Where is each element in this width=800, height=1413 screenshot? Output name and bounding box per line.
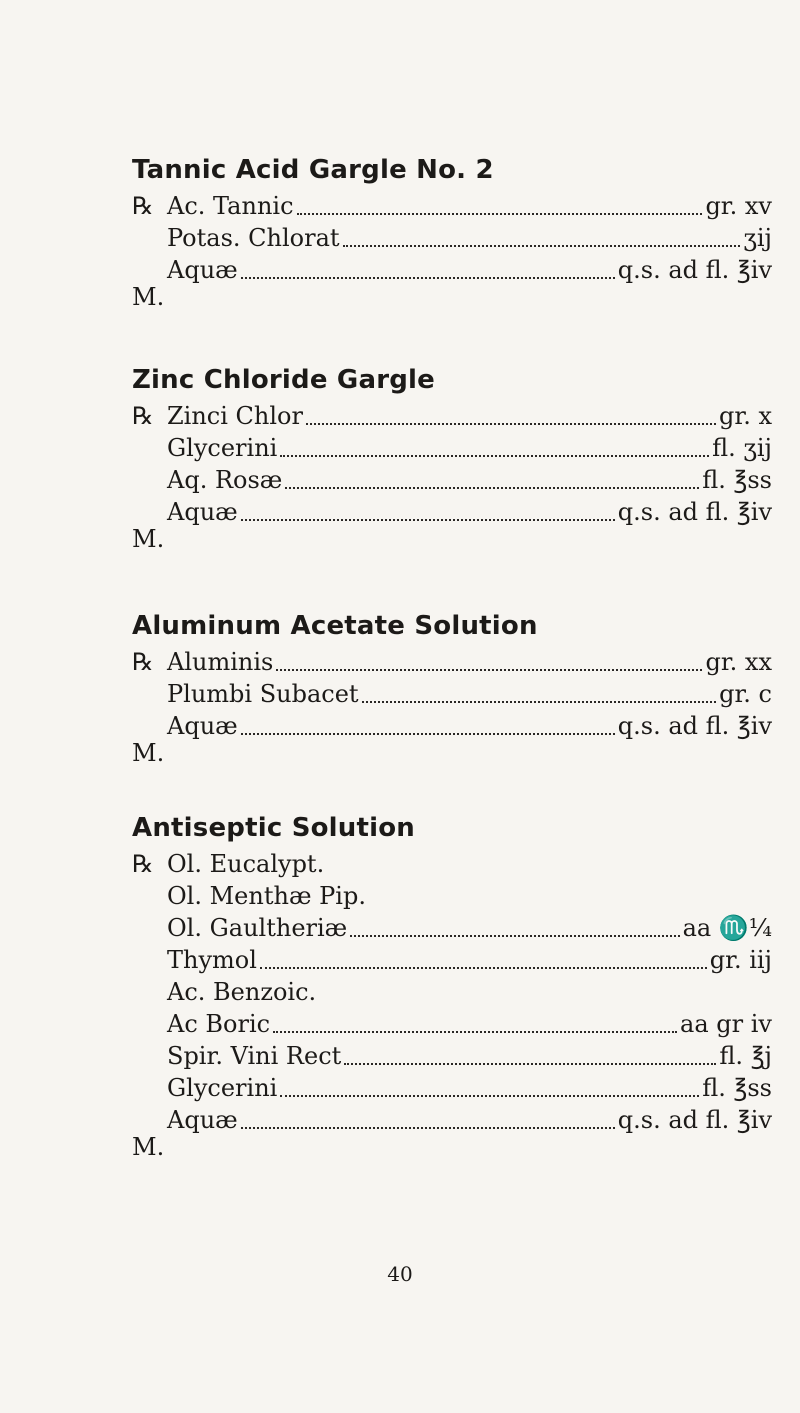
ingredient-quantity: q.s. ad fl. ℥iv [617,712,772,740]
ingredient-name: Thymol [167,946,257,974]
ingredient-name: Aluminis [167,648,274,676]
ingredient-name: Aquæ [167,498,238,526]
dot-leader [297,213,703,215]
ingredient-quantity: aa ♏¼ [682,914,772,942]
dot-leader [306,423,716,425]
recipe-section-tannic-acid-gargle [132,150,772,310]
ingredient-name: Ol. Eucalypt. [167,850,325,878]
section-title: Zinc Chloride Gargle [132,365,435,395]
ingredient-line [132,944,772,976]
ingredient-name: Spir. Vini Rect [167,1042,342,1070]
ingredient-name: Ac Boric [167,1010,271,1038]
ingredient-line [132,1008,772,1040]
mix-instruction: M. [132,739,165,767]
recipe-section-aluminum-acetate-solution [132,606,772,766]
dot-leader [280,455,709,457]
prescription-symbol: ℞ [132,648,154,676]
section-title: Antiseptic Solution [132,813,416,843]
dot-leader [344,1063,716,1065]
ingredient-name: Glycerini [167,434,278,462]
dot-leader [350,935,679,937]
ingredient-quantity: fl. ʒij [712,434,772,462]
ingredient-name: Zinci Chlor [167,402,303,430]
ingredient-quantity: fl. ℥ss [702,1074,772,1102]
dot-leader [280,1095,699,1097]
dot-leader [241,1127,615,1129]
ingredient-quantity: gr. c [719,680,772,708]
mix-instruction: M. [132,525,165,553]
ingredient-quantity: ʒij [743,224,772,252]
ingredient-line [132,880,772,912]
mix-instruction: M. [132,283,165,311]
dot-leader [260,967,707,969]
ingredient-quantity: gr. xv [705,192,772,220]
ingredient-line [132,400,772,432]
ingredient-quantity: gr. x [719,402,772,430]
ingredient-line [132,222,772,254]
ingredient-line [132,710,772,742]
ingredient-quantity: gr. xx [705,648,772,676]
ingredient-line [132,496,772,528]
ingredient-name: Aq. Rosæ [167,466,283,494]
ingredient-name: Aquæ [167,712,238,740]
ingredient-name: Ac. Benzoic. [167,978,317,1006]
recipe-section-zinc-chloride-gargle [132,360,772,552]
dot-leader [362,701,717,703]
prescription-symbol: ℞ [132,850,154,878]
ingredient-quantity: q.s. ad fl. ℥iv [617,256,772,284]
ingredient-quantity: fl. ℥ss [702,466,772,494]
section-title: Aluminum Acetate Solution [132,611,538,641]
dot-leader [241,733,615,735]
dot-leader [241,519,615,521]
ingredient-quantity: q.s. ad fl. ℥iv [617,1106,772,1134]
dot-leader [273,1031,677,1033]
prescription-symbol: ℞ [132,402,154,430]
ingredient-line [132,912,772,944]
ingredient-quantity: gr. iij [709,946,772,974]
ingredient-line [132,976,772,1008]
ingredient-name: Aquæ [167,256,238,284]
mix-instruction: M. [132,1133,165,1161]
ingredient-quantity: fl. ℥j [719,1042,772,1070]
ingredient-name: Potas. Chlorat [167,224,340,252]
ingredient-name: Aquæ [167,1106,238,1134]
ingredient-line [132,1072,772,1104]
ingredient-line [132,678,772,710]
ingredient-name: Ol. Gaultheriæ [167,914,348,942]
ingredient-line [132,464,772,496]
ingredient-line [132,254,772,286]
ingredient-line [132,848,772,880]
ingredient-line [132,646,772,678]
dot-leader [241,277,615,279]
ingredient-name: Glycerini [167,1074,278,1102]
ingredient-quantity: q.s. ad fl. ℥iv [617,498,772,526]
ingredient-line [132,432,772,464]
prescription-symbol: ℞ [132,192,154,220]
ingredient-name: Ac. Tannic [167,192,294,220]
ingredient-line [132,1040,772,1072]
ingredient-name: Plumbi Subacet [167,680,359,708]
dot-leader [343,245,741,247]
recipe-section-antiseptic-solution [132,808,772,1160]
page-number: 40 [387,1262,413,1286]
ingredient-line [132,1104,772,1136]
ingredient-name: Ol. Menthæ Pip. [167,882,366,910]
dot-leader [276,669,702,671]
dot-leader [285,487,699,489]
ingredient-quantity: aa gr iv [680,1010,772,1038]
ingredient-line [132,190,772,222]
section-title: Tannic Acid Gargle No. 2 [132,155,494,185]
